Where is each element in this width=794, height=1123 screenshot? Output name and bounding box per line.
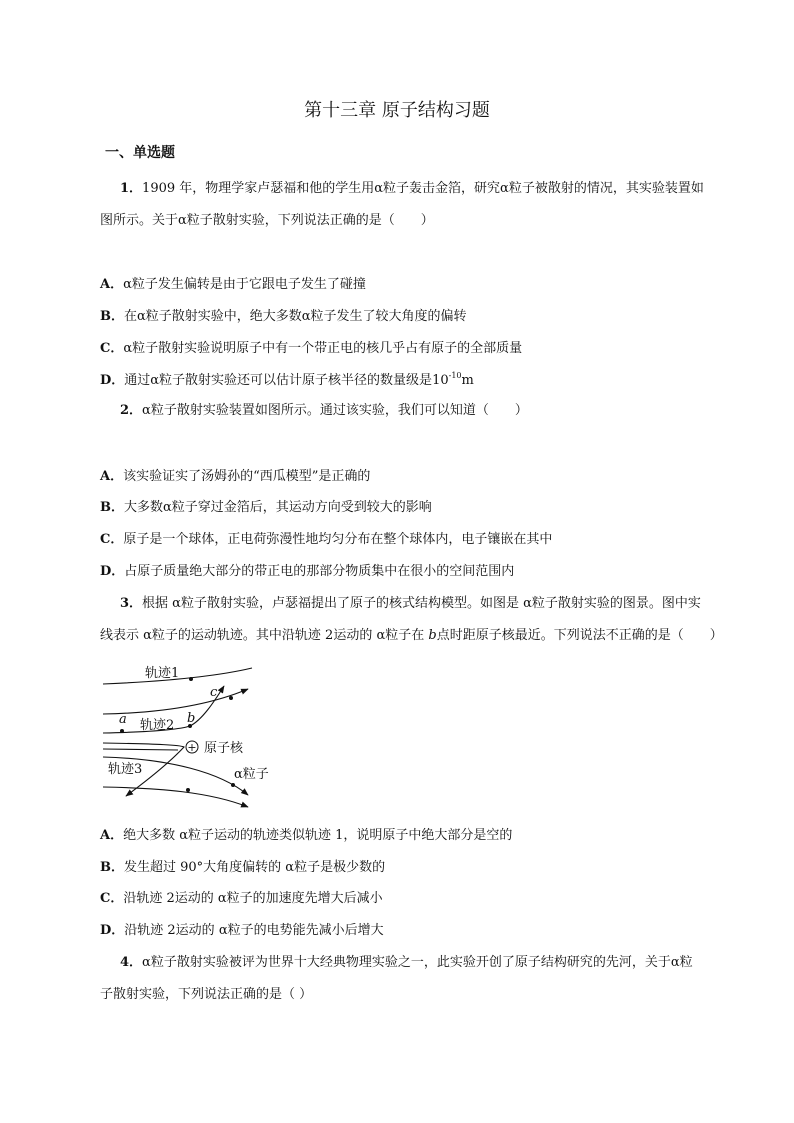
q1-option-d bbox=[100, 372, 474, 390]
q4-number: 4． bbox=[120, 955, 143, 970]
q2-stem-line-1 bbox=[120, 402, 528, 420]
q3-option-c bbox=[100, 890, 383, 908]
q3-stem-text-1: 根据 α粒子散射实验，卢瑟福提出了原子的核式结构模型。如图是 α粒子散射实验的图景。图中实 bbox=[142, 596, 701, 611]
point-c-label: c bbox=[210, 685, 218, 700]
lower-trajectory-1-dot bbox=[231, 783, 235, 787]
q3-option-b bbox=[100, 859, 385, 877]
q1-stem-line-2: 图所示。关于α粒子散射实验，下列说法正确的是（ ） bbox=[100, 213, 434, 228]
option-text: 大多数α粒子穿过金箔后，其运动方向受到较大的影响 bbox=[124, 500, 432, 515]
lower-trajectory-2-path bbox=[103, 787, 248, 807]
option-text: 在α粒子散射实验中，绝大多数α粒子发生了较大角度的偏转 bbox=[124, 309, 467, 324]
track3-label: 轨迹3 bbox=[108, 762, 143, 777]
option-text: 沿轨迹 2运动的 α粒子的电势能先减小后增大 bbox=[124, 923, 384, 938]
q3-stem-line-1 bbox=[120, 595, 701, 613]
q4-stem-text-1: α粒子散射实验被评为世界十大经典物理实验之一，此实验开创了原子结构研究的先河，关于α粒 bbox=[142, 955, 693, 970]
point-a-dot bbox=[120, 729, 124, 733]
power-base: 10 bbox=[432, 373, 449, 388]
upper-trajectory-dot bbox=[229, 696, 233, 700]
option-text: 绝大多数 α粒子运动的轨迹类似轨迹 1，说明原子中绝大部分是空的 bbox=[123, 828, 513, 843]
option-label: B． bbox=[100, 860, 124, 875]
alpha-scattering-figure bbox=[100, 652, 269, 812]
q4-stem-line-2: 子散射实验，下列说法正确的是（ ） bbox=[100, 987, 313, 1002]
q3-stem-text-2c: 点时距原子核最近。下列说法不正确的是（ ） bbox=[436, 628, 723, 643]
point-b-label: b bbox=[187, 711, 196, 726]
option-text: α粒子发生偏转是由于它跟电子发生了碰撞 bbox=[123, 277, 366, 292]
q3-option-d bbox=[100, 922, 384, 940]
q1-option-c bbox=[100, 340, 522, 358]
option-label: D． bbox=[100, 564, 125, 579]
q2-option-b bbox=[100, 499, 432, 517]
option-text: 该实验证实了汤姆孙的“西瓜模型”是正确的 bbox=[123, 469, 371, 484]
lower-trajectory-2-dot bbox=[186, 788, 190, 792]
q3-option-a bbox=[100, 827, 512, 845]
q1-stem-text-1: 1909 年，物理学家卢瑟福和他的学生用α粒子轰击金箔，研究α粒子被散射的情况，其实验装置如 bbox=[142, 181, 704, 196]
power-exponent: -10 bbox=[448, 371, 462, 380]
q1-number: 1． bbox=[120, 181, 143, 196]
q2-option-c bbox=[100, 531, 552, 549]
q2-number: 2． bbox=[120, 403, 143, 418]
track1-dot bbox=[189, 677, 193, 681]
q2-option-d bbox=[100, 563, 514, 581]
q1-option-a bbox=[100, 276, 366, 294]
q3-stem-line-2 bbox=[100, 627, 723, 645]
q3-stem-point-b: b bbox=[428, 628, 437, 643]
incoming-line bbox=[103, 749, 178, 750]
option-text: 原子是一个球体，正电荷弥漫性地均匀分布在整个球体内，电子镶嵌在其中 bbox=[123, 532, 553, 547]
q1-stem-line-1 bbox=[120, 180, 704, 198]
option-label: C． bbox=[100, 341, 124, 356]
upper-trajectory-path bbox=[103, 689, 248, 714]
q4-stem-line-1 bbox=[120, 954, 693, 972]
option-label: C． bbox=[100, 891, 124, 906]
option-label: D． bbox=[100, 923, 125, 938]
option-text: α粒子散射实验说明原子中有一个带正电的核几乎占有原子的全部质量 bbox=[123, 341, 523, 356]
alpha-particle-label: α粒子 bbox=[234, 767, 269, 782]
q3-number: 3． bbox=[120, 596, 143, 611]
unit: m bbox=[461, 373, 474, 388]
option-text: 发生超过 90°大角度偏转的 α粒子是极少数的 bbox=[124, 860, 386, 875]
option-label: A． bbox=[100, 469, 124, 484]
q3-stem-text-2a: 线表示 α粒子的运动轨迹。其中沿轨迹 2运动的 α粒子在 bbox=[100, 628, 429, 643]
page-title: 第十三章 原子结构习题 bbox=[304, 100, 490, 121]
track2-label: 轨迹2 bbox=[140, 718, 175, 733]
q2-stem-text: α粒子散射实验装置如图所示。通过该实验，我们可以知道（ ） bbox=[142, 403, 528, 418]
option-text: 沿轨迹 2运动的 α粒子的加速度先增大后减小 bbox=[123, 891, 383, 906]
option-label: C． bbox=[100, 532, 124, 547]
option-label: A． bbox=[100, 828, 124, 843]
nucleus-sign: + bbox=[187, 741, 197, 754]
point-a-label: a bbox=[119, 712, 127, 727]
option-text: 占原子质量绝大部分的带正电的那部分物质集中在很小的空间范围内 bbox=[124, 564, 515, 579]
track1-label: 轨迹1 bbox=[145, 666, 180, 681]
option-label: B． bbox=[100, 500, 124, 515]
option-label: A． bbox=[100, 277, 124, 292]
option-text: 通过α粒子散射实验还可以估计原子核半径的数量级是 bbox=[124, 373, 433, 388]
option-label: B． bbox=[100, 309, 124, 324]
q1-option-b bbox=[100, 308, 467, 326]
q2-option-a bbox=[100, 468, 370, 486]
option-label: D． bbox=[100, 373, 125, 388]
section-heading: 一、单选题 bbox=[105, 145, 175, 161]
nucleus-label: 原子核 bbox=[204, 741, 244, 756]
